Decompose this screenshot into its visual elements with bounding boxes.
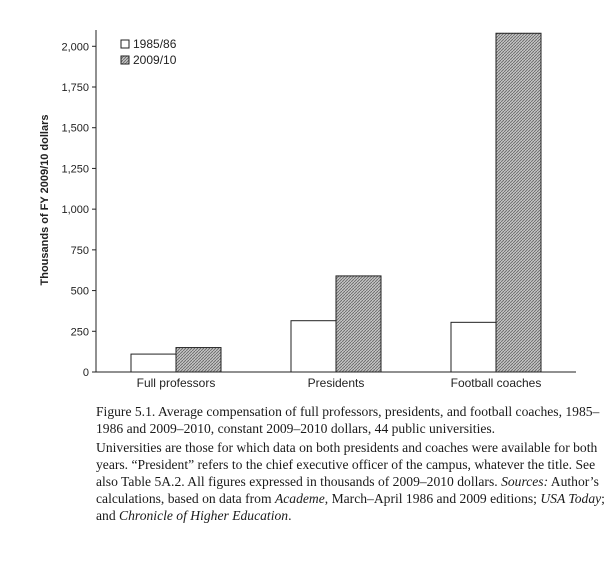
y-tick-label: 1,500 [61,122,89,135]
legend-label-1985-86: 1985/86 [133,37,177,51]
caption-label: Figure 5.1. [96,404,156,419]
legend-label-2009-10: 2009/10 [133,53,177,67]
category-label: Football coaches [450,376,542,390]
y-axis-ticks [61,41,96,379]
caption-main [96,403,608,437]
y-tick-label: 750 [70,244,89,257]
bar-1985-86 [131,354,176,372]
bar-2009-10 [176,348,221,372]
source-chronicle: Chronicle of Higher Education [119,508,289,523]
y-tick-label: 0 [82,367,89,379]
category-label: Full professors [136,376,216,390]
caption-notes: Universities are those for which data on both presidents and coaches were available for both years. “President” refers to the chief executive officer of the campus, whatever the title. See also Table 5A.2. All figures expressed in thousands of 2009–2010 dollars. [96,440,598,489]
figure-caption [96,403,608,524]
bar-2009-10 [496,33,541,372]
category-label: Presidents [307,376,365,390]
y-tick-label: 1,000 [61,204,89,217]
category-labels [137,376,542,390]
legend-swatch-1985-86 [121,40,129,48]
y-tick-label: 250 [70,326,89,339]
y-tick-label: 1,250 [61,163,89,176]
y-tick-label: 1,750 [61,82,89,94]
y-tick-label: 500 [70,285,89,298]
bars [131,33,541,372]
bar-1985-86 [451,322,496,372]
sources-and: ; and [96,491,605,523]
sources-mid: , March–April 1986 and 2009 editions; [324,491,537,506]
caption-notes-paragraph [96,439,608,524]
y-axis-label: Thousands of FY 2009/10 dollars [39,114,51,286]
y-tick-label: 2,000 [61,41,89,54]
caption-text: Average compensation of full professors, presidents, and football coaches, 1985–1986 and 2009–2010, constant 2009–2010 dollars, 44 public universities. [96,404,600,436]
source-usatoday: USA Today [540,491,602,506]
sources-end: . [288,508,292,523]
legend-swatch-2009-10 [121,56,129,64]
source-academe: Academe [274,491,325,506]
sources-pre: Author’s calculations, based on data from [96,474,599,506]
bar-1985-86 [291,321,336,372]
bar-2009-10 [336,276,381,372]
sources-label: Sources: [501,474,549,489]
legend [121,37,177,67]
